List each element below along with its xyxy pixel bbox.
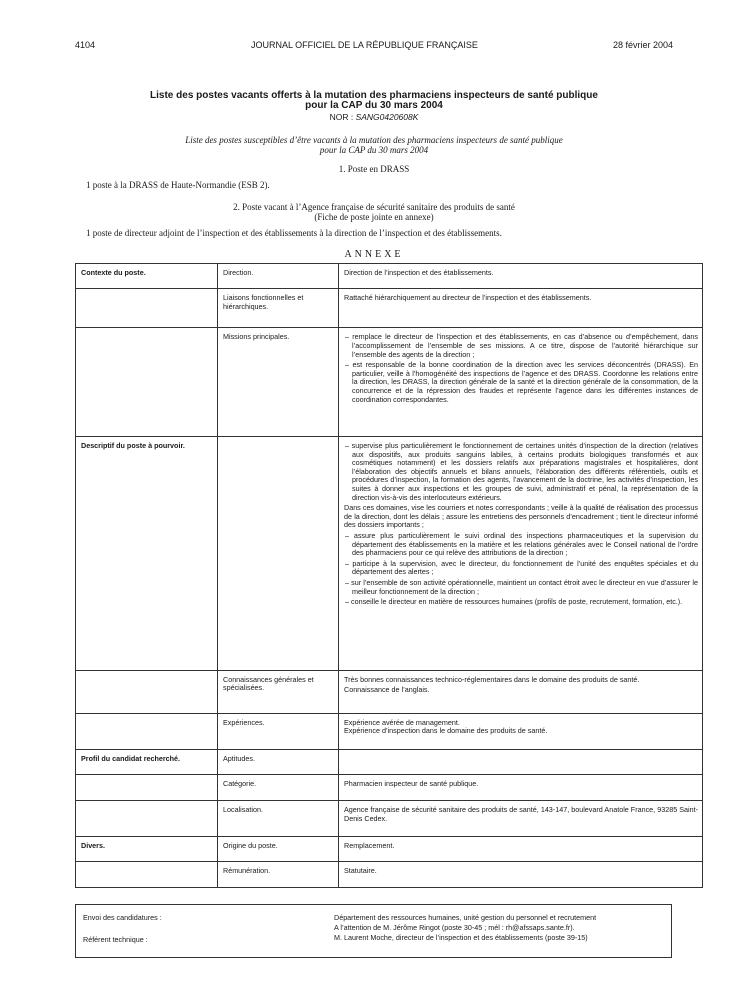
connaissances-label: Connaissances générales et spécialisées. — [218, 670, 339, 713]
localisation-label: Localisation. — [218, 801, 339, 836]
nor-value: SANG0420608K — [355, 112, 419, 122]
remuneration-label: Rémunération. — [218, 861, 339, 887]
categorie-value: Pharmacien inspecteur de santé publique. — [339, 775, 703, 801]
contexte-label: Contexte du poste. — [76, 264, 218, 289]
experiences-line: Expérience avérée de management. — [344, 717, 460, 727]
localisation-value: Agence française de sécurité sanitaire des produits de santé, 143-147, boulevard Anatole France, 93285 Saint-Denis Cedex. — [339, 801, 703, 836]
descriptif-intro: Dans ces domaines, vise les courriers et notes correspondants ; veille à la qualité de réalisation des processus de la direction, dont les délais ; assure les entretiens des personnels d’encadrement ; tient le directeur informé des dossiers importants ; — [344, 503, 698, 530]
descriptif-item: – assure plus particulièrement le suivi ordinal des inspections pharmaceutiques et la supervision du département des établissements en la matière et les relations générales avec le Conseil national de l’ordre des pharmaciens pour ce qui relève des attributions de la direction ; — [345, 531, 698, 558]
connaissances-line: Très bonnes connaissances technico-réglementaires dans le domaine des produits de santé. — [344, 674, 640, 684]
nor-reference — [0, 112, 748, 122]
direction-value: Direction de l’inspection et des établissements. — [339, 264, 703, 289]
page-number: 4104 — [75, 40, 96, 50]
divers-label: Divers. — [76, 836, 218, 861]
descriptif-item: – supervise plus particulièrement le fonctionnement de certaines unités d’inspection de la direction (relatives aux dispositifs, aux produits sanguins labiles, à certains produits biologiques transformés et aux cosmétiques notamment) et les dossiers relatifs aux préparations magistrales et hospitalières, dont l’élaboration des objectifs annuels et bilans annuels, l’élaboration des différents référentiels, outils et procédures d’inspection, la formation des agents, l’avancement de la doctrine, les activités d’inspection, les suites à donner aux inspections et les groupes de suivi, administratif et pénal, la représentation de la direction vis-à-vis des interlocuteurs extérieurs. — [345, 441, 698, 502]
section2-note: (Fiche de poste jointe en annexe) — [314, 212, 434, 222]
connaissances-line: Connaissance de l’anglais. — [344, 685, 430, 695]
contact-box — [75, 904, 672, 958]
envoi-line2: A l’attention de M. Jérôme Ringot (poste 30-45 ; mél : rh@afssaps.sante.fr). — [334, 923, 575, 932]
section1-text: 1 poste à la DRASS de Haute-Normandie (ESB 2). — [86, 180, 270, 190]
origine-label: Origine du poste. — [218, 836, 339, 861]
job-description-table — [75, 263, 703, 888]
document-title-line2: pour la CAP du 30 mars 2004 — [305, 100, 443, 111]
experiences-line: Expérience d’inspection dans le domaine des produits de santé. — [344, 726, 548, 736]
aptitudes-value — [339, 750, 703, 775]
liaisons-value: Rattaché hiérarchiquement au directeur de l’inspection et des établissements. — [339, 289, 703, 328]
origine-value: Remplacement. — [339, 836, 703, 861]
descriptif-label: Descriptif du poste à pourvoir. — [76, 437, 218, 670]
issue-date: 28 février 2004 — [613, 40, 674, 50]
referent-label: Référent technique : — [83, 935, 148, 944]
nor-label: NOR : — [329, 112, 354, 122]
remuneration-value: Statutaire. — [339, 861, 703, 887]
mission-item: – remplace le directeur de l’inspection et des établissements, en cas d’absence ou d’empêchement, dans l’accomplissement de l’ensemble de ses missions. A ce titre, dispose de l’autorité hiérarchique sur l’ensemble des agents de la direction ; — [345, 332, 698, 359]
section2-text: 1 poste de directeur adjoint de l’inspection et des établissements à la direction de l’inspection et des établissements. — [86, 228, 502, 238]
referent-value: M. Laurent Moche, directeur de l’inspection et des établissements (poste 39-15) — [334, 933, 588, 942]
aptitudes-label: Aptitudes. — [218, 750, 339, 775]
descriptif-item: – conseille le directeur en matière de ressources humaines (profils de poste, recrutement, formation, etc.). — [345, 597, 683, 607]
profil-label: Profil du candidat recherché. — [76, 750, 218, 775]
document-title-line1: Liste des postes vacants offerts à la mutation des pharmaciens inspecteurs de santé publique — [150, 90, 598, 101]
annexe-heading: ANNEXE — [344, 249, 404, 260]
experiences-value — [339, 713, 703, 749]
section2-heading: 2. Poste vacant à l’Agence française de sécurité sanitaire des produits de santé — [233, 202, 515, 212]
descriptif-value — [339, 437, 703, 670]
categorie-label: Catégorie. — [218, 775, 339, 801]
liaisons-label: Liaisons fonctionnelles et hiérarchiques. — [218, 289, 339, 328]
envoi-label: Envoi des candidatures : — [83, 913, 162, 922]
envoi-line1: Département des ressources humaines, unité gestion du personnel et recrutement — [334, 913, 597, 922]
descriptif-item: – participe à la supervision, avec le directeur, du fonctionnement de l’unité des enquêtes spéciales et du département des alertes ; — [345, 558, 698, 577]
missions-value — [339, 328, 703, 437]
subtitle-line2: pour la CAP du 30 mars 2004 — [319, 145, 429, 155]
descriptif-item: – sur l’ensemble de son activité opérationnelle, maintient un contact étroit avec le directeur en vue d’assurer le meilleur fonctionnement de la direction ; — [345, 578, 698, 596]
mission-item: – est responsable de la bonne coordination de la direction avec les services déconcentrés (DRASS). En particulier, veille à l’homogénéité des inspections de l’agence et des DRASS. Coordonne les relations entre la direction, les DRASS, la direction générale de la santé et la direction générale de la consommation, de la concurrence et de la répression des fraudes et représente l’agence dans les différentes instances de coordination correspondantes. — [345, 360, 698, 404]
direction-label: Direction. — [218, 264, 339, 289]
section1-heading: 1. Poste en DRASS — [338, 164, 410, 174]
journal-title: JOURNAL OFFICIEL DE LA RÉPUBLIQUE FRANÇAISE — [251, 40, 478, 50]
missions-label: Missions principales. — [218, 328, 339, 437]
subtitle-line1: Liste des postes susceptibles d’être vacants à la mutation des pharmaciens inspecteurs de santé publique — [185, 135, 563, 145]
connaissances-value — [339, 670, 703, 713]
experiences-label: Expériences. — [218, 713, 339, 749]
